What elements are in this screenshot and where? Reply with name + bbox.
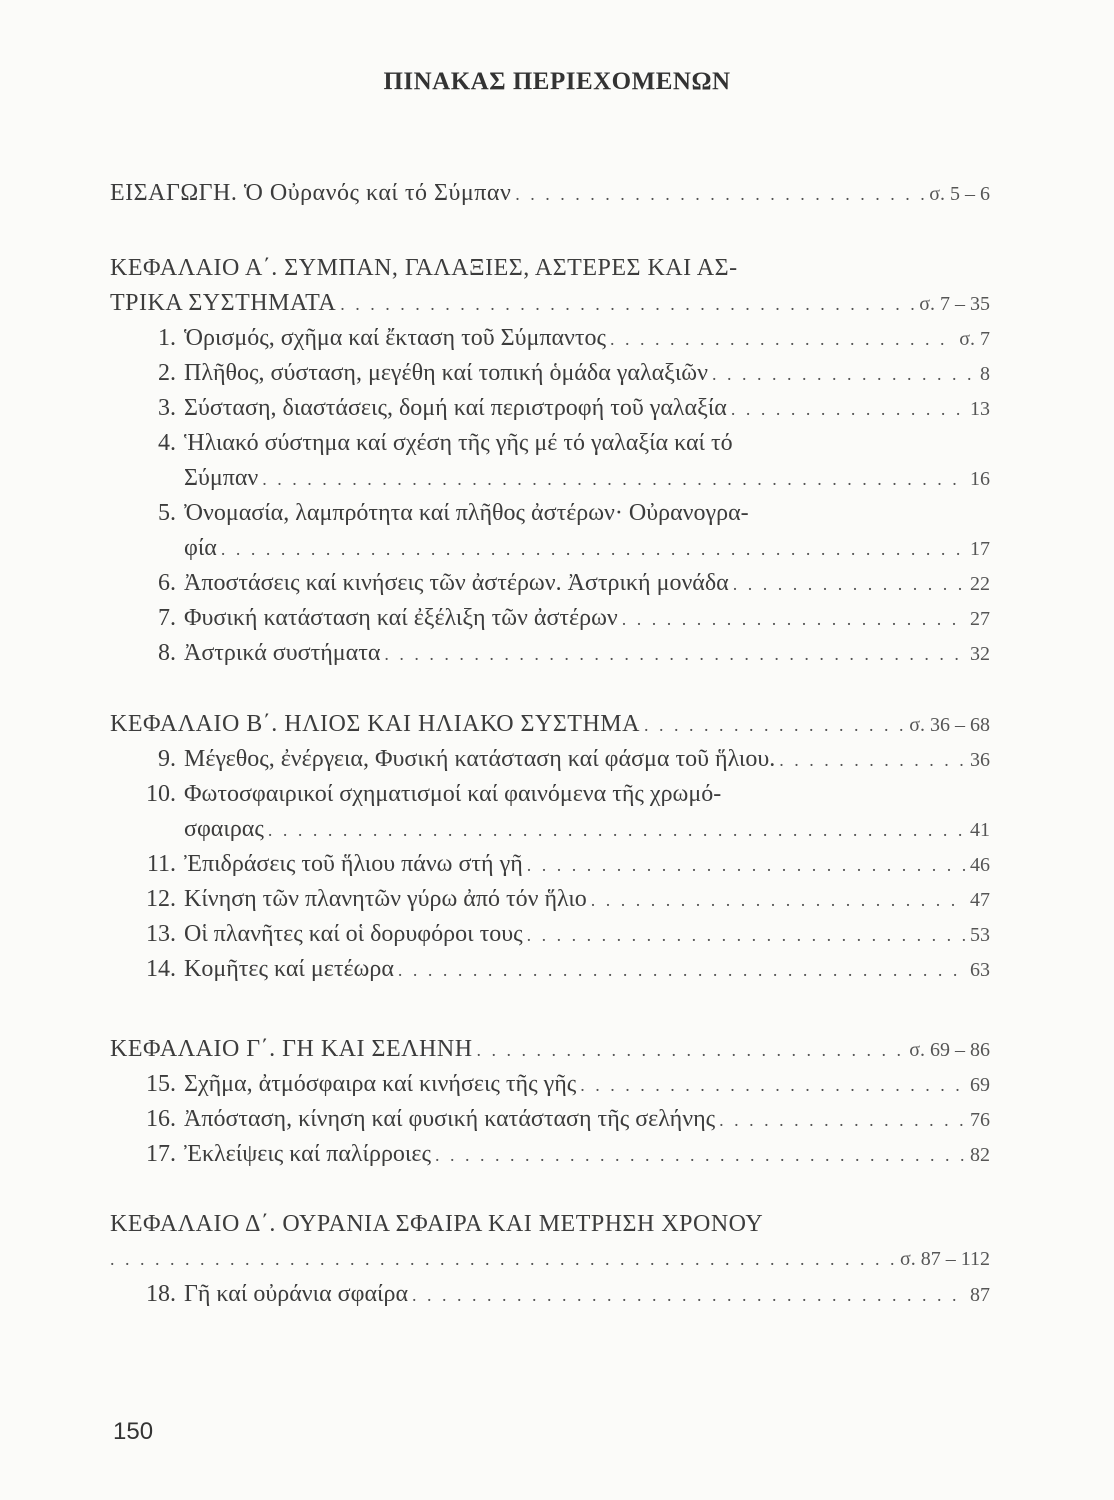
entry-title-cont: Σύμπαν bbox=[184, 465, 259, 491]
chapter-c-heading-line bbox=[110, 1032, 990, 1067]
entry-number: 15. bbox=[146, 1071, 176, 1097]
entry-number: 18. bbox=[146, 1281, 176, 1307]
toc-entry bbox=[110, 917, 990, 952]
entry-title: Σχῆμα, ἀτμόσφαιρα καί κινήσεις τῆς γῆς bbox=[184, 1071, 577, 1097]
toc-intro bbox=[110, 176, 990, 211]
entry-number: 16. bbox=[146, 1106, 176, 1132]
leader-dots bbox=[221, 532, 966, 567]
chapter-b-heading-line bbox=[110, 707, 990, 742]
chapter-a-pages: σ. 7 – 35 bbox=[919, 293, 990, 315]
leader-dots bbox=[622, 602, 966, 637]
leader-dots bbox=[435, 1138, 966, 1173]
entry-page: 17 bbox=[970, 538, 990, 560]
toc-entry bbox=[110, 847, 990, 882]
toc-entry bbox=[110, 777, 990, 847]
page-number: 150 bbox=[113, 1418, 154, 1445]
chapter-c-pages: σ. 69 – 86 bbox=[909, 1039, 990, 1061]
toc-entry bbox=[110, 952, 990, 987]
entry-number: 13. bbox=[146, 921, 176, 947]
entry-title: Ἐπιδράσεις τοῦ ἥλιου πάνω στή γῆ bbox=[184, 851, 523, 877]
entry-number: 10. bbox=[146, 781, 176, 807]
chapter-a-heading-line2 bbox=[110, 286, 990, 321]
entry-title: Ἡλιακό σύστημα καί σχέση τῆς γῆς μέ τό γαλαξία καί τό bbox=[184, 430, 733, 456]
chapter-b-pages: σ. 36 – 68 bbox=[909, 714, 990, 736]
leader-dots bbox=[591, 883, 966, 918]
entry-page: 41 bbox=[970, 819, 990, 841]
toc-entry bbox=[110, 1277, 990, 1312]
leader-dots bbox=[610, 322, 955, 357]
entry-page: 27 bbox=[970, 608, 990, 630]
toc-entry bbox=[110, 1102, 990, 1137]
entry-page: 53 bbox=[970, 924, 990, 946]
entry-page: 22 bbox=[970, 573, 990, 595]
entry-number: 2. bbox=[158, 360, 176, 386]
leader-dots bbox=[779, 743, 966, 778]
chapter-c-heading: ΚΕΦΑΛΑΙΟ Γ΄. ΓΗ ΚΑΙ ΣΕΛΗΝΗ bbox=[110, 1036, 473, 1062]
chapter-a-heading-line1 bbox=[110, 251, 990, 286]
entry-title: Γῆ καί οὐράνια σφαίρα bbox=[184, 1281, 409, 1307]
leader-dots bbox=[733, 567, 966, 602]
chapter-a-heading: ΚΕΦΑΛΑΙΟ Α΄. ΣΥΜΠΑΝ, ΓΑΛΑΞΙΕΣ, ΑΣΤΕΡΕΣ ΚΑΙ ΑΣ- bbox=[110, 255, 738, 281]
leader-dots bbox=[477, 1033, 906, 1068]
entry-title: Φυσική κατάσταση καί ἐξέλιξη τῶν ἀστέρων bbox=[184, 605, 618, 631]
entry-number: 1. bbox=[158, 325, 176, 351]
chapter-d-heading-line bbox=[110, 1207, 990, 1242]
intro-title: ΕΙΣΑΓΩΓΗ. Ὁ Οὐρανός καί τό Σύμπαν bbox=[110, 180, 512, 206]
entry-page: 82 bbox=[970, 1144, 990, 1166]
entry-number: 17. bbox=[146, 1141, 176, 1167]
entry-number: 4. bbox=[158, 430, 176, 456]
entry-title: Ἀποστάσεις καί κινήσεις τῶν ἀστέρων. Ἀστρική μονάδα bbox=[184, 570, 729, 596]
toc-entry bbox=[110, 601, 990, 636]
entry-page: 13 bbox=[970, 398, 990, 420]
entry-number: 5. bbox=[158, 500, 176, 526]
entry-page: 76 bbox=[970, 1109, 990, 1131]
entry-title-cont: φία bbox=[184, 535, 217, 561]
toc-entry bbox=[110, 1137, 990, 1172]
entry-title: Οἱ πλανῆτες καί οἱ δορυφόροι τους bbox=[184, 921, 523, 947]
entry-page: 36 bbox=[970, 749, 990, 771]
entry-title: Ὁρισμός, σχῆμα καί ἔκταση τοῦ Σύμπαντος bbox=[184, 325, 607, 351]
entry-number: 3. bbox=[158, 395, 176, 421]
leader-dots bbox=[527, 918, 966, 953]
entry-page: 63 bbox=[970, 959, 990, 981]
entry-title: Ἀπόσταση, κίνηση καί φυσική κατάσταση τῆς σελήνης bbox=[184, 1106, 716, 1132]
chapter-d-pages: σ. 87 – 112 bbox=[899, 1248, 990, 1270]
leader-dots bbox=[731, 392, 966, 427]
toc-entry bbox=[110, 321, 990, 356]
entry-number: 14. bbox=[146, 956, 176, 982]
entry-page: 69 bbox=[970, 1074, 990, 1096]
entry-page: 16 bbox=[970, 468, 990, 490]
entry-page: 8 bbox=[980, 363, 990, 385]
entry-title: Κομῆτες καί μετέωρα bbox=[184, 956, 394, 982]
toc-entry bbox=[110, 426, 990, 496]
entry-number: 7. bbox=[158, 605, 176, 631]
toc-entry bbox=[110, 391, 990, 426]
chapter-d bbox=[110, 1207, 990, 1312]
entry-title: Πλῆθος, σύσταση, μεγέθη καί τοπική ὁμάδα γαλαξιῶν bbox=[184, 360, 708, 386]
entry-title: Ἐκλείψεις καί παλίρροιες bbox=[184, 1141, 431, 1167]
chapter-d-heading: ΚΕΦΑΛΑΙΟ Δ΄. ΟΥΡΑΝΙΑ ΣΦΑΙΡΑ ΚΑΙ ΜΕΤΡΗΣΗ ΧΡΟΝΟΥ bbox=[110, 1211, 764, 1237]
chapter-b bbox=[110, 707, 990, 987]
leader-dots bbox=[262, 462, 966, 497]
entry-title: Ὀνομασία, λαμπρότητα καί πλῆθος ἀστέρων· Οὐρανογρα- bbox=[184, 500, 749, 526]
chapter-d-pages-line bbox=[110, 1242, 990, 1277]
leader-dots bbox=[384, 637, 966, 672]
entry-title: Ἀστρικά συστήματα bbox=[184, 640, 381, 666]
leader-dots bbox=[340, 287, 915, 322]
leader-dots bbox=[719, 1103, 966, 1138]
leader-dots bbox=[412, 1278, 966, 1313]
chapter-c bbox=[110, 1032, 990, 1172]
leader-dots bbox=[398, 953, 966, 988]
toc-entry bbox=[110, 356, 990, 391]
leader-dots bbox=[644, 708, 905, 743]
toc-entry bbox=[110, 566, 990, 601]
leader-dots bbox=[268, 813, 966, 848]
chapter-b-heading: ΚΕΦΑΛΑΙΟ Β΄. ΗΛΙΟΣ ΚΑΙ ΗΛΙΑΚΟ ΣΥΣΤΗΜΑ bbox=[110, 711, 640, 737]
page-title: ΠΙΝΑΚΑΣ ΠΕΡΙΕΧΟΜΕΝΩΝ bbox=[383, 68, 731, 95]
entry-title: Μέγεθος, ἐνέργεια, Φυσική κατάσταση καί φάσμα τοῦ ἥλιου. bbox=[184, 746, 776, 772]
entry-number: 9. bbox=[158, 746, 176, 772]
chapter-a-heading-cont: ΤΡΙΚΑ ΣΥΣΤΗΜΑΤΑ bbox=[110, 290, 337, 316]
toc-entry bbox=[110, 496, 990, 566]
entry-title: Φωτοσφαιρικοί σχηματισμοί καί φαινόμενα τῆς χρωμό- bbox=[184, 781, 722, 807]
toc-entry bbox=[110, 882, 990, 917]
entry-number: 8. bbox=[158, 640, 176, 666]
leader-dots bbox=[110, 1242, 896, 1277]
leader-dots bbox=[712, 357, 976, 392]
entry-number: 6. bbox=[158, 570, 176, 596]
leader-dots bbox=[580, 1068, 966, 1103]
entry-number: 11. bbox=[146, 851, 176, 877]
toc-entry bbox=[110, 636, 990, 671]
intro-pages: σ. 5 – 6 bbox=[929, 183, 990, 205]
entry-number: 12. bbox=[146, 886, 176, 912]
leader-dots bbox=[527, 848, 966, 883]
entry-title: Κίνηση τῶν πλανητῶν γύρω ἀπό τόν ἥλιο bbox=[184, 886, 587, 912]
entry-page: 87 bbox=[970, 1284, 990, 1306]
entry-page: σ. 7 bbox=[959, 328, 990, 350]
entry-page: 47 bbox=[970, 889, 990, 911]
chapter-a bbox=[110, 251, 990, 671]
toc-entry bbox=[110, 742, 990, 777]
entry-title: Σύσταση, διαστάσεις, δομή καί περιστροφή τοῦ γαλαξία bbox=[184, 395, 727, 421]
entry-page: 46 bbox=[970, 854, 990, 876]
entry-title-cont: σφαιρας bbox=[184, 816, 264, 842]
toc-entry bbox=[110, 1067, 990, 1102]
leader-dots bbox=[515, 177, 925, 212]
entry-page: 32 bbox=[970, 643, 990, 665]
